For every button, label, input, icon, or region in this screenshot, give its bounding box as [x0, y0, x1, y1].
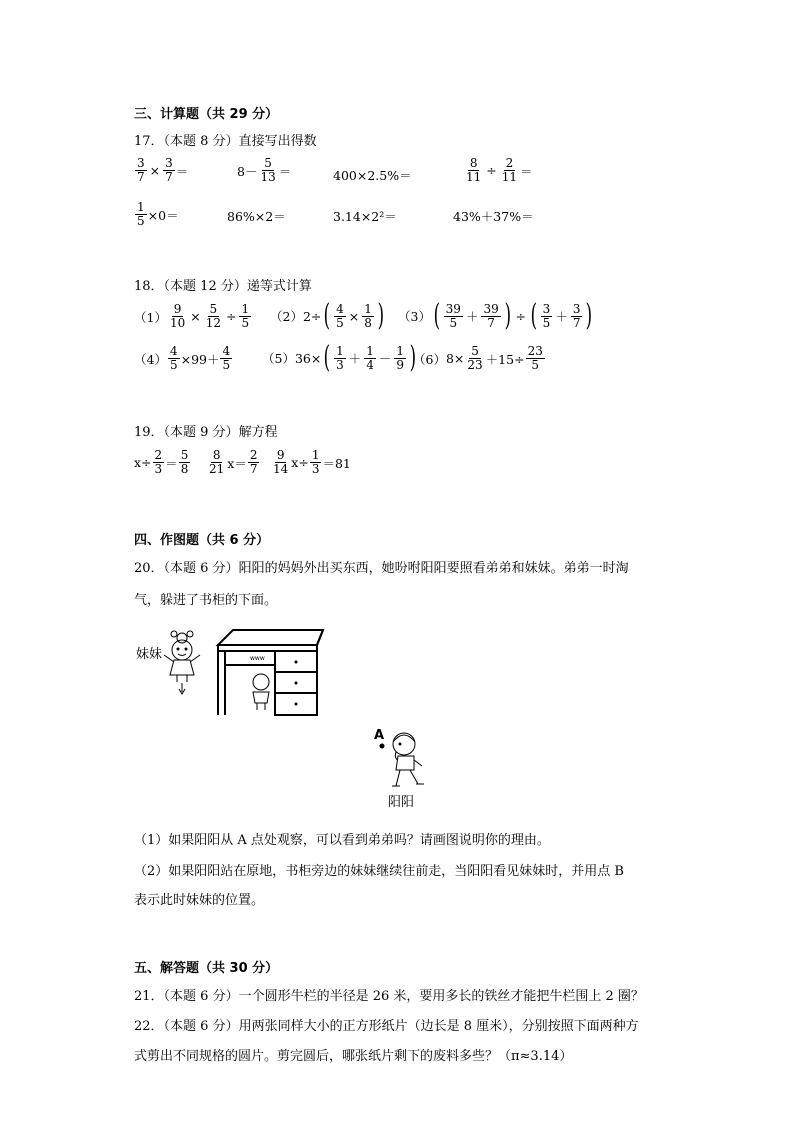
q18-problem-5: （5） 36× ( $\frac{1}{3}$ ＋ $\frac{1}{4}$ － $\frac{1}{9}$ ) [262, 340, 417, 375]
q19-equation-1: x÷ $\frac{2}{3}$ ＝ $\frac{5}{8}$ [134, 448, 189, 476]
boy-hiding-figure [253, 674, 269, 710]
q18-problem-4: （4） $\frac{4}{5}$ ×99＋ $\frac{4}{5}$ [134, 344, 231, 372]
q17-item-5: $\frac{1}{5}$ ×0＝ [137, 200, 179, 228]
girl-figure [164, 631, 200, 694]
q18-problem-1: （1） $\frac{9}{10}$ × $\frac{5}{12}$ ÷ $\frac{1}{5}$ [134, 302, 250, 330]
svg-text:www: www [250, 655, 265, 662]
q20-line-2: 气，躲进了书柜的下面。 [134, 593, 278, 608]
q20-sub-2-line-2: 表示此时妹妹的位置。 [134, 893, 265, 908]
label-yangyang: 阳阳 [388, 795, 415, 810]
q22-line-1: 22．（本题 6 分）用两张同样大小的正方形纸片（边长是 8 厘米），分别按照下面两种方 [134, 1019, 639, 1034]
q18-title: 18．（本题 12 分）递等式计算 [134, 279, 312, 294]
q18-problem-6: （6） 8× $\frac{5}{23}$ ＋15÷ $\frac{23}{5}$ [413, 344, 543, 372]
q22-line-2: 式剪出不同规格的圆片。剪完圆后，哪张纸片剩下的废料多些？（π≈3.14） [134, 1049, 573, 1064]
q20-line-1: 20．（本题 6 分）阳阳的妈妈外出买东西，她吩咐阳阳要照看弟弟和妹妹。弟弟一时淘 [134, 561, 629, 576]
q19-title: 19．（本题 9 分）解方程 [134, 425, 278, 440]
q21-text: 21．（本题 6 分）一个圆形牛栏的半径是 26 米，要用多长的铁丝才能把牛栏围上 2 圈？ [134, 989, 644, 1004]
q18-problem-2: （2） 2÷ ( $\frac{4}{5}$ × $\frac{1}{8}$ ) [270, 298, 384, 333]
yangyang-figure [392, 733, 424, 786]
q17-item-7: 3.14×2²＝ [333, 209, 397, 224]
label-a: A [374, 728, 385, 743]
q18-problem-3: （3） ( $\frac{39}{5}$ ＋ $\frac{39}{7}$ ) ÷ ( $\frac{3}{5}$ ＋ $\frac{3}{7}$ ) [398, 298, 593, 333]
q20-figure [130, 620, 440, 815]
q17-item-1: $\frac{3}{7}$ × $\frac{3}{7}$ ＝ [137, 156, 189, 184]
point-a [380, 744, 385, 749]
bookcase [218, 630, 323, 715]
label-meimei: 妹妹 [136, 647, 163, 662]
q17-item-8: 43%＋37%＝ [453, 209, 534, 224]
q19-equation-2: $\frac{8}{21}$ x＝ $\frac{2}{7}$ [209, 448, 258, 476]
section-4-title: 四、作图题（共 6 分） [134, 533, 270, 548]
q17-title: 17．（本题 8 分）直接写出得数 [134, 134, 317, 149]
q19-equation-3: $\frac{9}{14}$ x÷ $\frac{1}{3}$ ＝81 [273, 448, 351, 476]
q20-sub-1: （1）如果阳阳从 A 点处观察，可以看到弟弟吗？请画图说明你的理由。 [134, 833, 550, 848]
q20-sub-2-line-1: （2）如果阳阳站在原地，书柜旁边的妹妹继续往前走，当阳阳看见妹妹时，并用点 B [134, 864, 624, 879]
q17-item-6: 86%×2＝ [227, 209, 286, 224]
q17-item-2: 8－ $\frac{5}{13}$ ＝ [237, 156, 292, 184]
section-3-title: 三、计算题（共 29 分） [134, 107, 279, 122]
q17-item-4: $\frac{8}{11}$ ÷ $\frac{2}{11}$ ＝ [466, 156, 533, 184]
q17-item-3: 400×2.5%＝ [333, 168, 412, 183]
section-5-title: 五、解答题（共 30 分） [134, 961, 279, 976]
